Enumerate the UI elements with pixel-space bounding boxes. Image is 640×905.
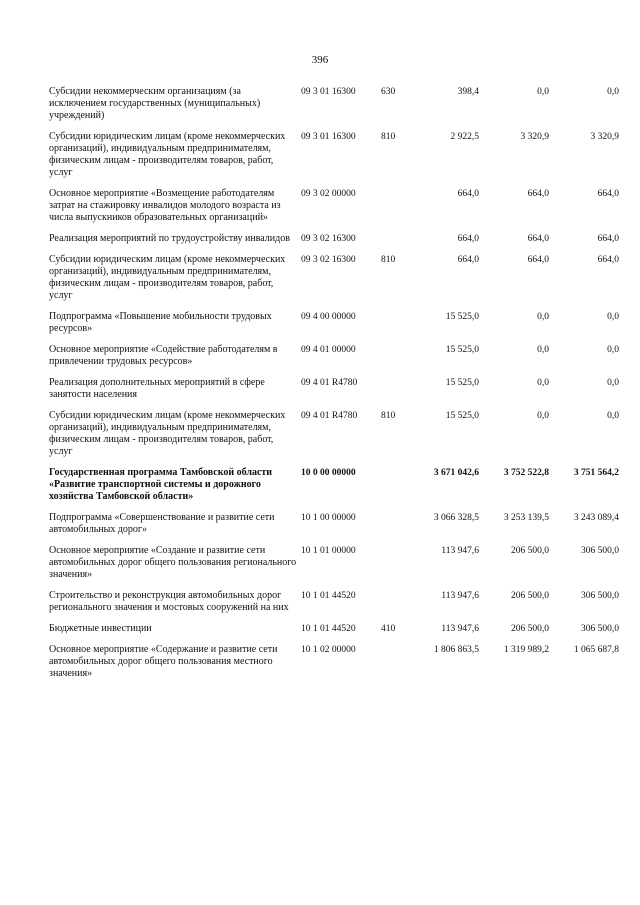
row-code: 10 1 02 00000 [301,645,356,655]
table-row [49,512,619,545]
row-expense-type [381,377,409,410]
row-expense-type [381,545,409,590]
row-amount-year-2: 664,0 [527,255,549,265]
table-row [49,344,619,377]
table-row [49,467,619,512]
row-amount-year-2: 1 319 989,2 [503,645,549,655]
row-name: Государственная программа Тамбовской области «Развитие транспортной системы и дорожного хозяйства Тамбовской области» [49,467,273,502]
table-row [49,623,619,644]
row-code: 10 1 00 00000 [301,513,356,523]
row-expense-type [381,590,409,623]
row-name: Реализация мероприятий по трудоустройству инвалидов [49,233,290,244]
row-expense-type [381,233,409,254]
row-code: 09 4 01 R4780 [301,411,358,421]
row-amount-year-2: 3 253 139,5 [503,513,549,523]
row-amount-year-1: 113 947,6 [441,591,479,601]
row-amount-year-2: 0,0 [537,312,549,322]
row-amount-year-3: 0,0 [607,312,619,322]
row-amount-year-3: 3 320,9 [590,132,619,142]
row-amount-year-1: 664,0 [457,255,479,265]
row-amount-year-2: 206 500,0 [511,624,549,634]
row-expense-type: 810 [381,255,396,265]
table-row [49,233,619,254]
row-code: 09 3 02 00000 [301,189,356,199]
row-amount-year-1: 3 671 042,6 [433,468,479,478]
row-amount-year-2: 0,0 [537,411,549,421]
row-name: Основное мероприятие «Содержание и развитие сети автомобильных дорог общего пользования местного значения» [49,644,278,679]
table-row [49,410,619,467]
row-amount-year-1: 15 525,0 [445,345,479,355]
row-code: 10 1 01 00000 [301,546,356,556]
row-amount-year-2: 206 500,0 [511,591,549,601]
row-name: Подпрограмма «Совершенствование и развитие сети автомобильных дорог» [49,512,275,535]
row-name: Строительство и реконструкция автомобильных дорог регионального значения и мостовых сооружений на них [49,590,289,613]
row-code: 09 4 01 R4780 [301,378,358,388]
row-expense-type [381,467,409,512]
row-amount-year-2: 0,0 [537,345,549,355]
row-amount-year-3: 664,0 [597,189,619,199]
table-row [49,311,619,344]
row-expense-type: 410 [381,624,396,634]
row-amount-year-3: 664,0 [597,255,619,265]
table-row [49,188,619,233]
row-amount-year-3: 664,0 [597,234,619,244]
row-expense-type [381,512,409,545]
row-name: Субсидии некоммерческим организациям (за исключением государственных (муниципальных) учреждений) [49,86,261,121]
row-amount-year-3: 0,0 [607,345,619,355]
table-row [49,86,619,131]
row-amount-year-3: 306 500,0 [581,624,619,634]
row-name: Субсидии юридическим лицам (кроме некоммерческих организаций), индивидуальным предпринимателям, физическим лицам - производителям товаров, работ, услуг [49,131,286,178]
row-name: Реализация дополнительных мероприятий в сфере занятости населения [49,377,265,400]
row-amount-year-3: 306 500,0 [581,591,619,601]
page-number: 396 [311,54,329,66]
row-amount-year-2: 0,0 [537,87,549,97]
row-amount-year-1: 15 525,0 [445,411,479,421]
table-row [49,131,619,188]
row-amount-year-1: 15 525,0 [445,312,479,322]
table-row [49,590,619,623]
row-name: Субсидии юридическим лицам (кроме некоммерческих организаций), индивидуальным предпринимателям, физическим лицам - производителям товаров, работ, услуг [49,410,286,457]
table-row [49,545,619,590]
row-expense-type [381,644,409,689]
table-row [49,377,619,410]
row-amount-year-1: 113 947,6 [441,546,479,556]
row-expense-type [381,311,409,344]
row-amount-year-2: 0,0 [537,378,549,388]
row-code: 10 1 01 44520 [301,591,356,601]
table-row [49,254,619,311]
row-expense-type [381,344,409,377]
row-amount-year-3: 1 065 687,8 [573,645,619,655]
row-amount-year-1: 398,4 [457,87,479,97]
row-amount-year-2: 206 500,0 [511,546,549,556]
row-name: Основное мероприятие «Создание и развитие сети автомобильных дорог общего пользования регионального значения» [49,545,297,580]
row-amount-year-1: 664,0 [457,234,479,244]
row-amount-year-1: 113 947,6 [441,624,479,634]
table-row [49,644,619,689]
row-amount-year-2: 3 752 522,8 [503,468,549,478]
row-expense-type: 810 [381,411,396,421]
row-amount-year-3: 3 243 089,4 [573,513,619,523]
row-amount-year-3: 3 751 564,2 [573,468,619,478]
budget-table [49,86,619,689]
row-name: Подпрограмма «Повышение мобильности трудовых ресурсов» [49,311,272,334]
row-amount-year-1: 15 525,0 [445,378,479,388]
row-code: 09 4 01 00000 [301,345,356,355]
row-name: Бюджетные инвестиции [49,623,152,634]
row-amount-year-1: 3 066 328,5 [433,513,479,523]
row-expense-type: 630 [381,87,396,97]
row-code: 09 3 02 16300 [301,255,356,265]
row-amount-year-3: 0,0 [607,378,619,388]
row-code: 09 3 01 16300 [301,132,356,142]
row-amount-year-1: 1 806 863,5 [433,645,479,655]
row-amount-year-2: 664,0 [527,189,549,199]
row-name: Субсидии юридическим лицам (кроме некоммерческих организаций), индивидуальным предпринимателям, физическим лицам - производителям товаров, работ, услуг [49,254,286,301]
row-code: 10 0 00 00000 [301,468,356,478]
row-amount-year-3: 306 500,0 [581,546,619,556]
row-amount-year-2: 664,0 [527,234,549,244]
row-code: 10 1 01 44520 [301,624,356,634]
row-amount-year-1: 2 922,5 [450,132,479,142]
row-name: Основное мероприятие «Возмещение работодателям затрат на стажировку инвалидов молодого возраста из числа выпускников образовательных организаций» [49,188,281,223]
row-amount-year-3: 0,0 [607,87,619,97]
row-code: 09 3 02 16300 [301,234,356,244]
row-amount-year-2: 3 320,9 [520,132,549,142]
row-code: 09 3 01 16300 [301,87,356,97]
row-amount-year-1: 664,0 [457,189,479,199]
row-expense-type [381,188,409,233]
row-name: Основное мероприятие «Содействие работодателям в привлечении трудовых ресурсов» [49,344,278,367]
row-expense-type: 810 [381,132,396,142]
row-code: 09 4 00 00000 [301,312,356,322]
row-amount-year-3: 0,0 [607,411,619,421]
